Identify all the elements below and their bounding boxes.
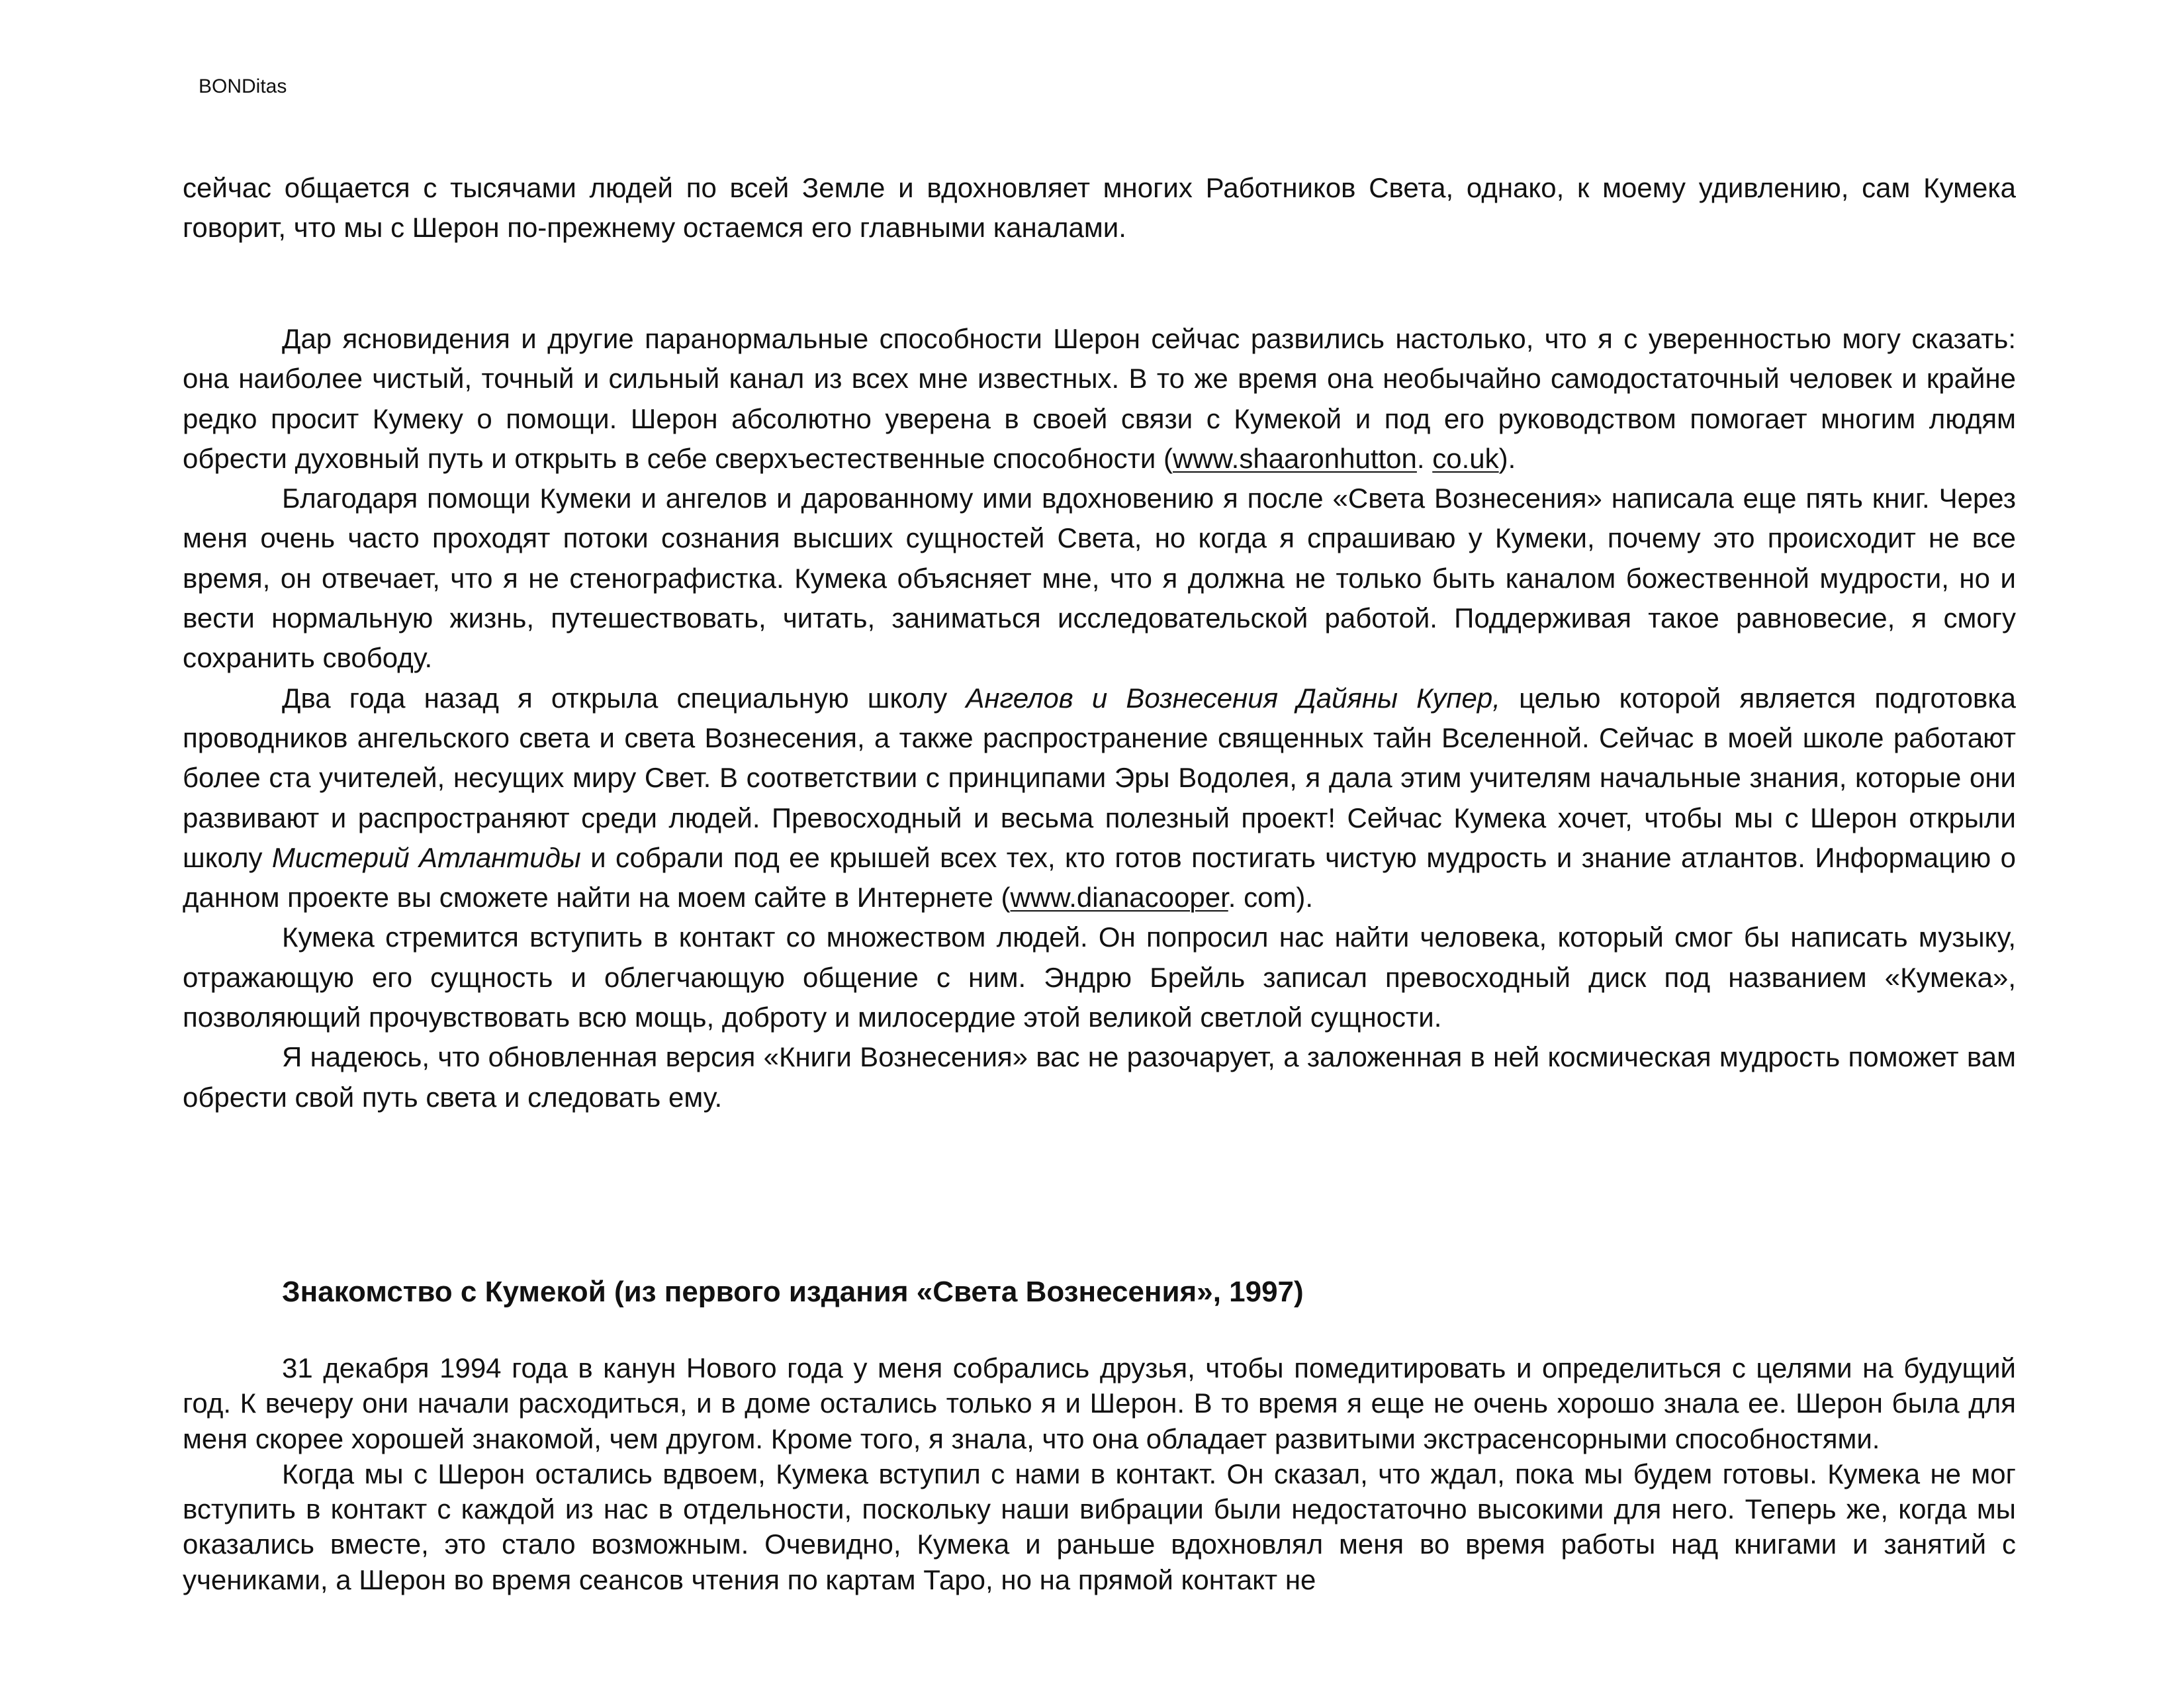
paragraph-school-part-c: и собрали под ее крышей всех тех, кто готов постигать чистую мудрость и знание атлантов. Информацию о данном проекте вы сможете найти на моем сайте в Интернете ( — [183, 841, 2016, 914]
paragraph-school-part-b: целью которой является подготовка проводников ангельского света и света Вознесения, а также распространение священных тайн Вселенной. Сейчас в моей школе работают более ста учителей, несущих миру Свет. В соответствии с принципами Эры Водолея, я дала этим учителям начальные знания, которые они развивают и распространяют среди людей. Превосходный и весьма полезный проект! Сейчас Кумека хочет, чтобы мы с Шерон открыли школу — [183, 682, 2016, 873]
paragraph-books: Благодаря помощи Кумеки и ангелов и дарованному ими вдохновению я после «Света Вознесения» написала еще пять книг. Через меня очень часто проходят потоки сознания высших сущностей Света, но когда я спрашиваю у Кумеки, почему это происходит не все время, он отвечает, что я не стенографистка. Кумека объясняет мне, что я должна не только быть каналом божественной мудрости, но и вести нормальную жизнь, путешествовать, читать, заниматься исследовательской работой. Поддерживая такое равновесие, я смогу сохранить свободу. — [183, 483, 2016, 674]
section-body — [183, 1350, 2016, 1597]
intro-paragraph: сейчас общается с тысячами людей по всей Земле и вдохновляет многих Работников Света, однако, к моему удивлению, сам Кумека говорит, что мы с Шерон по-прежнему остаемся его главными каналами. — [183, 172, 2016, 244]
paragraph-contact: Когда мы с Шерон остались вдвоем, Кумека вступил с нами в контакт. Он сказал, что ждал, пока мы будем готовы. Кумека не мог вступить в контакт с каждой из нас в отдельности, поскольку наши вибрации были недостаточно высокими для него. Теперь же, когда мы оказались вместе, это стало возможным. Очевидно, Кумека и раньше вдохновлял меня во время работы над книгами и занятий с учениками, а Шерон во время сеансов чтения по картам Таро, но на прямой контакт не — [183, 1458, 2016, 1595]
paragraph-school-part-a: Два года назад я открыла специальную школу — [282, 682, 966, 714]
school-name-italic: Ангелов и Вознесения Дайяны Купер, — [966, 682, 1500, 714]
link-dianacooper[interactable]: www.dianacooper — [1010, 882, 1228, 914]
link-separator: . — [1416, 442, 1433, 474]
link-co-uk[interactable]: co.uk — [1432, 442, 1499, 474]
paragraph-new-year: 31 декабря 1994 года в канун Нового года у меня собрались друзья, чтобы помедитировать и определиться с целями на будущий год. К вечеру они начали расходиться, и в доме остались только я и Шерон. В то время я еще не очень хорошо знала ее. Шерон была для меня скорее хорошей знакомой, чем другом. Кроме того, я знала, что она обладает развитыми экстрасенсорными способностями. — [183, 1352, 2016, 1454]
paragraph-hope: Я надеюсь, что обновленная версия «Книги Вознесения» вас не разочарует, а заложенная в ней космическая мудрость поможет вам обрести свой путь света и следовать ему. — [183, 1041, 2016, 1113]
intro-block — [183, 168, 2016, 248]
paragraph-clairvoyance-text: Дар ясновидения и другие паранормальные способности Шерон сейчас развились настолько, что я с уверенностью могу сказать: она наиболее чистый, точный и сильный канал из всех мне известных. В то же время она необычайно самодостаточный человек и крайне редко просит Кумеку о помощи. Шерон абсолютно уверена в своей связи с Кумекой и под его руководством помогает многим людям обрести духовный путь и открыть в себе сверхъестественные способности ( — [183, 323, 2016, 474]
main-body — [183, 319, 2016, 1117]
link-shaaronhutton[interactable]: www.shaaronhutton — [1172, 442, 1417, 474]
paragraph-clairvoyance — [183, 319, 2016, 479]
paragraph-school-part-d: . com). — [1228, 882, 1314, 914]
paragraph-music: Кумека стремится вступить в контакт со множеством людей. Он попросил нас найти человека, который смог бы написать музыку, отражающую его сущность и облегчающую общение с ним. Эндрю Брейль записал превосходный диск под названием «Кумека», позволяющий прочувствовать всю мощь, доброту и милосердие этой великой светлой сущности. — [183, 921, 2016, 1033]
paragraph-clairvoyance-end: ). — [1498, 442, 1516, 474]
atlantis-school-italic: Мистерий Атлантиды — [271, 841, 581, 873]
section-heading: Знакомство с Кумекой (из первого издания «Света Вознесения», 1997) — [282, 1276, 1304, 1308]
paragraph-school — [183, 679, 2016, 918]
header-mark: BONDitas — [199, 75, 287, 97]
